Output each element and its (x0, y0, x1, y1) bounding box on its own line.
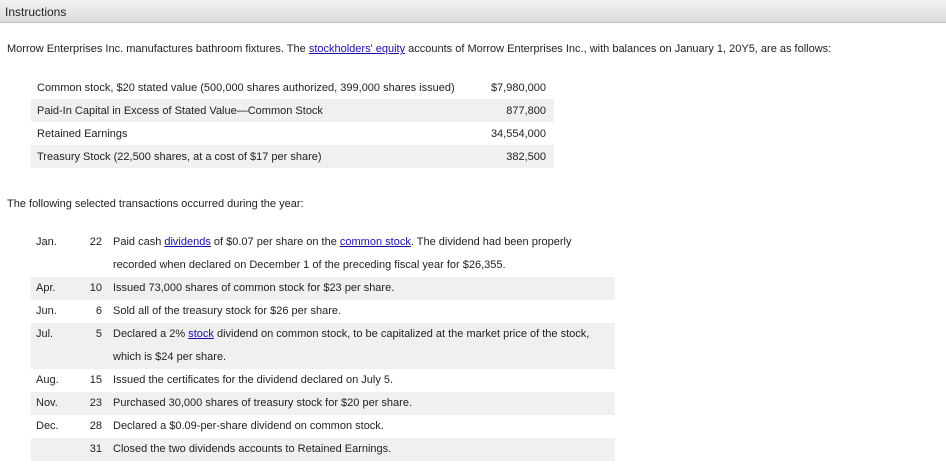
transaction-month: Nov. (31, 392, 76, 415)
transaction-description: Declared a $0.09-per-share dividend on common stock. (113, 420, 384, 432)
instructions-tab-bar (0, 0, 946, 23)
transaction-row (31, 277, 615, 300)
transaction-text: Declared a 2% (113, 328, 189, 340)
balance-amount: $7,980,000 (490, 81, 546, 94)
transaction-day: 10 (76, 277, 113, 300)
transaction-month (31, 438, 76, 461)
balance-amount: 34,554,000 (490, 127, 546, 140)
transaction-description (113, 323, 615, 369)
stock-link[interactable]: stock (188, 328, 214, 340)
transaction-day: 28 (89, 420, 102, 432)
transaction-day: 5 (76, 323, 113, 369)
transaction-text: which is $24 per share. (113, 351, 227, 363)
transaction-day: 6 (95, 305, 102, 317)
transaction-month: Jul. (31, 323, 76, 369)
stockholders-equity-link[interactable]: stockholders' equity (308, 43, 406, 55)
balances-table (31, 76, 554, 168)
balance-row (31, 76, 554, 99)
transaction-row (31, 415, 615, 438)
transaction-day: 15 (89, 374, 102, 386)
intro-suffix: accounts of Morrow Enterprises Inc., with balances on January 1, 20Y5, are as follows: (405, 43, 832, 55)
balance-row (31, 99, 554, 122)
balance-amount: 382,500 (477, 145, 554, 168)
balance-label: Treasury Stock (22,500 shares, at a cost of $17 per share) (31, 145, 477, 168)
balance-row (31, 145, 554, 168)
transaction-description: Issued 73,000 shares of common stock for $23 per share. (113, 277, 615, 300)
transaction-month: Jun. (36, 305, 57, 317)
transaction-text: Paid cash (113, 236, 165, 248)
transaction-text: dividend on common stock, to be capitalized at the market price of the stock, (213, 328, 590, 340)
intro-prefix: Morrow Enterprises Inc. manufactures bathroom fixtures. The (7, 43, 309, 55)
dividends-link[interactable]: dividends (164, 236, 211, 248)
balance-row (31, 122, 554, 145)
transactions-intro: The following selected transactions occurred during the year: (7, 198, 304, 210)
transaction-description (113, 231, 615, 277)
instructions-tab[interactable]: Instructions (5, 5, 67, 19)
transaction-row (31, 231, 615, 277)
transaction-row (31, 392, 615, 415)
balance-label: Paid-In Capital in Excess of Stated Value—Common Stock (31, 99, 477, 122)
transaction-day: 22 (89, 236, 102, 248)
transaction-day: 31 (76, 438, 113, 461)
transaction-row (31, 369, 615, 392)
transaction-row (31, 300, 615, 323)
transaction-month: Dec. (36, 420, 59, 432)
transaction-row (31, 438, 615, 461)
transaction-month: Aug. (36, 374, 59, 386)
transaction-text: . The dividend had been properly (410, 236, 572, 248)
common-stock-link[interactable]: common stock (339, 236, 411, 248)
transaction-text: of $0.07 per share on the (210, 236, 340, 248)
transaction-row (31, 323, 615, 369)
transaction-description: Purchased 30,000 shares of treasury stock for $20 per share. (113, 392, 615, 415)
transaction-day: 23 (76, 392, 113, 415)
transaction-description: Issued the certificates for the dividend declared on July 5. (113, 374, 394, 386)
transaction-text: recorded when declared on December 1 of the preceding fiscal year for $26,355. (113, 259, 506, 271)
transaction-description: Sold all of the treasury stock for $26 per share. (113, 305, 342, 317)
transactions-table (31, 231, 615, 461)
balance-amount: 877,800 (477, 99, 554, 122)
balance-label: Retained Earnings (37, 127, 128, 140)
transaction-month: Jan. (36, 236, 57, 248)
transaction-month: Apr. (31, 277, 76, 300)
balance-label: Common stock, $20 stated value (500,000 shares authorized, 399,000 shares issued) (37, 81, 455, 94)
transaction-description: Closed the two dividends accounts to Retained Earnings. (113, 438, 615, 461)
intro-paragraph (7, 43, 831, 55)
